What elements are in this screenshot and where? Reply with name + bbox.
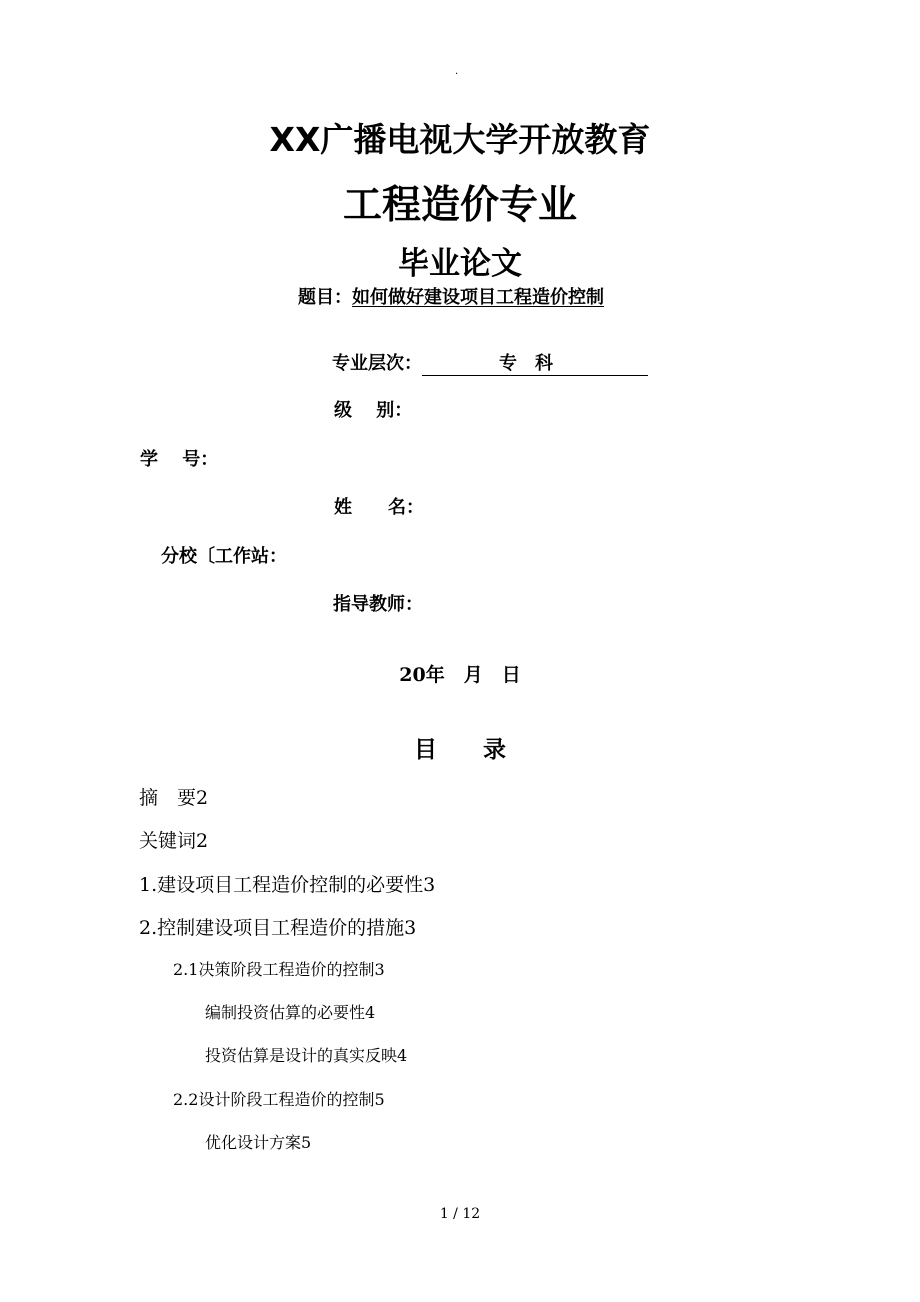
field-name-label: 姓 名： bbox=[334, 497, 424, 518]
level-label: 专业层次： bbox=[332, 353, 422, 374]
toc-item-section-2[interactable]: 2.控制建设项目工程造价的措施3 bbox=[139, 917, 417, 939]
level-value: 专科 bbox=[422, 353, 648, 376]
toc-item-abstract[interactable]: 摘 要2 bbox=[139, 787, 209, 809]
major-title: 工程造价专业 bbox=[342, 183, 577, 228]
toc-item-keywords[interactable]: 关键词2 bbox=[139, 830, 209, 852]
thesis-title: 毕业论文 bbox=[398, 246, 522, 282]
toc-item-estimate-necessity[interactable]: 编制投资估算的必要性4 bbox=[205, 1003, 376, 1022]
field-branch-label: 分校〔工作站： bbox=[161, 546, 287, 567]
page-number: 1 / 12 bbox=[439, 1206, 481, 1222]
field-student-id-label: 学 号： bbox=[140, 449, 219, 470]
topic-value: 如何做好建设项目工程造价控制 bbox=[352, 287, 604, 308]
toc-item-optimize-design[interactable]: 优化设计方案5 bbox=[205, 1133, 312, 1152]
toc-item-section-1[interactable]: 1.建设项目工程造价控制的必要性3 bbox=[139, 874, 436, 896]
university-title: XX广播电视大学开放教育 bbox=[269, 120, 651, 159]
topic-label: 题目： bbox=[298, 287, 352, 308]
toc-item-estimate-reflection[interactable]: 投资估算是设计的真实反映4 bbox=[205, 1046, 408, 1065]
toc-item-section-2-2[interactable]: 2.2设计阶段工程造价的控制5 bbox=[173, 1090, 385, 1109]
date-line: 20年 月 日 bbox=[399, 664, 521, 686]
field-level bbox=[332, 349, 648, 376]
toc-item-section-2-1[interactable]: 2.1决策阶段工程造价的控制3 bbox=[173, 960, 385, 979]
field-teacher-label: 指导教师： bbox=[333, 594, 423, 615]
topic-line bbox=[298, 283, 604, 309]
toc-title: 目 录 bbox=[414, 737, 506, 763]
header-dot: . bbox=[455, 66, 459, 77]
field-class-label: 级 别： bbox=[334, 400, 413, 421]
